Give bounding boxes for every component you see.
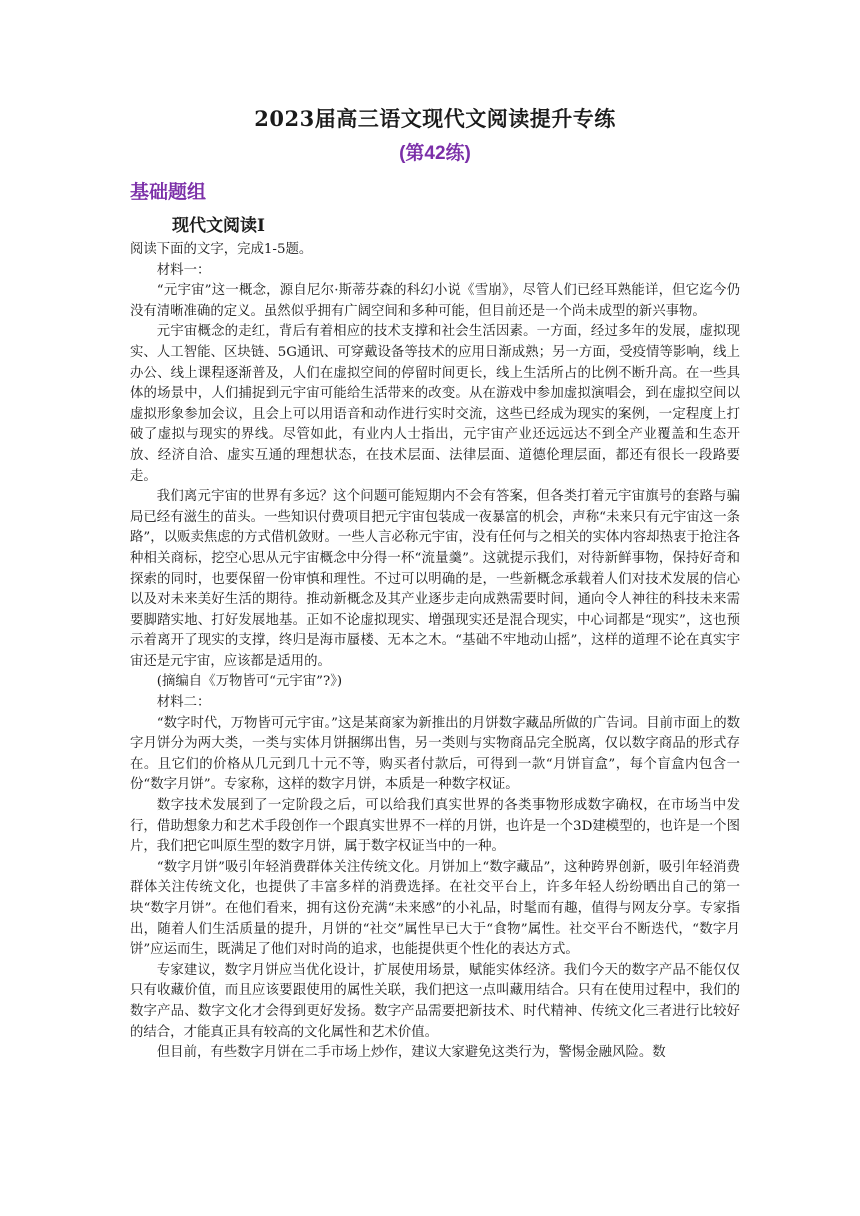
paragraph: “数字时代，万物皆可元宇宙。”这是某商家为新推出的月饼数字藏品所做的广告词。目前市面上的数字月饼分为两大类，一类与实体月饼捆绑出售，另一类则与实物商品完全脱离，仅以数字商品的形式存在。且它们的价格从几元到几十元不等，购买者付款后，可得到一款“月饼盲盒”，每个盲盒内包含一份“数字月饼”。专家称，这样的数字月饼，本质是一种数字权证。 (130, 715, 740, 793)
document-page (130, 104, 740, 1064)
paragraph: “数字月饼”吸引年轻消费群体关注传统文化。月饼加上“数字藏品”，这种跨界创新，吸引年轻消费群体关注传统文化，也提供了丰富多样的消费选择。在社交平台上，许多年轻人纷纷晒出自己的第一块“数字月饼”。在他们看来，拥有这份充满“未来感”的小礼品，时髦而有趣，值得与网友分享。专家指出，随着人们生活质量的提升，月饼的“社交”属性早已大于“食物”属性。社交平台不断迭代，“数字月饼”应运而生，既满足了他们对时尚的追求，也能提供更个性化的表达方式。 (130, 859, 740, 958)
paragraph: “元宇宙”这一概念，源自尼尔·斯蒂芬森的科幻小说《雪崩》，尽管人们已经耳熟能详，但它迄今仍没有清晰准确的定义。虽然似乎拥有广阔空间和多种可能，但目前还是一个尚未成型的新兴事物。 (130, 283, 740, 319)
paragraph: 元宇宙概念的走红，背后有着相应的技术支撑和社会生活因素。一方面，经过多年的发展，虚拟现实、人工智能、区块链、5G通讯、可穿戴设备等技术的应用日渐成熟；另一方面，受疫情等影响，线上办公、线上课程逐渐普及，人们在虚拟空间的停留时间更长，线上生活所占的比例不断升高。在一些具体的场景中，人们捕捉到元宇宙可能给生活带来的改变。从在游戏中参加虚拟演唱会，到在虚拟空间以虚拟形象参加会议，且会上可以用语音和动作进行实时交流，这些已经成为现实的案例，一定程度上打破了虚拟与现实的界线。尽管如此，有业内人士指出，元宇宙产业还远远达不到全产业覆盖和生态开放、经济自洽、虚实互通的理想状态，在技术层面、法律层面、道德伦理层面，都还有很长一段路要走。 (130, 324, 740, 484)
paragraph: 我们离元宇宙的世界有多远？这个问题可能短期内不会有答案，但各类打着元宇宙旗号的套路与骗局已经有滋生的苗头。一些知识付费项目把元宇宙包装成一夜暴富的机会，声称“未来只有元宇宙这一条路”，以贩卖焦虑的方式借机敛财。一些人言必称元宇宙，没有任何与之相关的实体内容却热衷于抢注各种相关商标，挖空心思从元宇宙概念中分得一杯“流量羹”。这就提示我们，对待新鲜事物，保持好奇和探索的同时，也要保留一份审慎和理性。不过可以明确的是，一些新概念承载着人们对技术发展的信心以及对未来美好生活的期待。推动新概念及其产业逐步走向成熟需要时间，通向令人神往的科技未来需要脚踏实地、打好发展地基。正如不论虚拟现实、增强现实还是混合现实，中心词都是“现实”，这也预示着离开了现实的支撑，终归是海市蜃楼、无本之木。“基础不牢地动山摇”，这样的道理不论在真实宇宙还是元宇宙，应该都是适用的。 (130, 489, 740, 669)
instruction-text: 阅读下面的文字，完成1-5题。 (130, 242, 313, 257)
paragraph: 专家建议，数字月饼应当优化设计，扩展使用场景，赋能实体经济。我们今天的数字产品不能仅仅只有收藏价值，而且应该要跟使用的属性关联，我们把这一点叫藏用结合。只有在使用过程中，我们的数字产品、数字文化才会得到更好发扬。数字产品需要把新技术、时代精神、传统文化三者进行比较好的结合，才能真正具有较高的文化属性和艺术价值。 (130, 962, 740, 1040)
reading-passage (130, 240, 740, 1064)
exercise-number: (第42练) (399, 143, 471, 164)
section-heading: 基础题组 (130, 182, 207, 203)
material-label: 材料一： (156, 262, 211, 278)
subsection-heading: 现代文阅读Ⅰ (172, 216, 265, 236)
paragraph: 但目前，有些数字月饼在二手市场上炒作，建议大家避免这类行为，警惕金融风险。数 (156, 1045, 666, 1061)
material-label: 材料二： (156, 695, 211, 711)
document-title: 2023届高三语文现代文阅读提升专练 (254, 106, 616, 131)
source-citation: (摘编自《万物皆可“元宇宙”?》) (156, 674, 343, 690)
paragraph: 数字技术发展到了一定阶段之后，可以给我们真实世界的各类事物形成数字确权，在市场当中发行，借助想象力和艺术手段创作一个跟真实世界不一样的月饼，也许是一个3D建模型的，也许是一个图片，我们把它叫原生型的数字月饼，属于数字权证当中的一种。 (130, 798, 740, 855)
